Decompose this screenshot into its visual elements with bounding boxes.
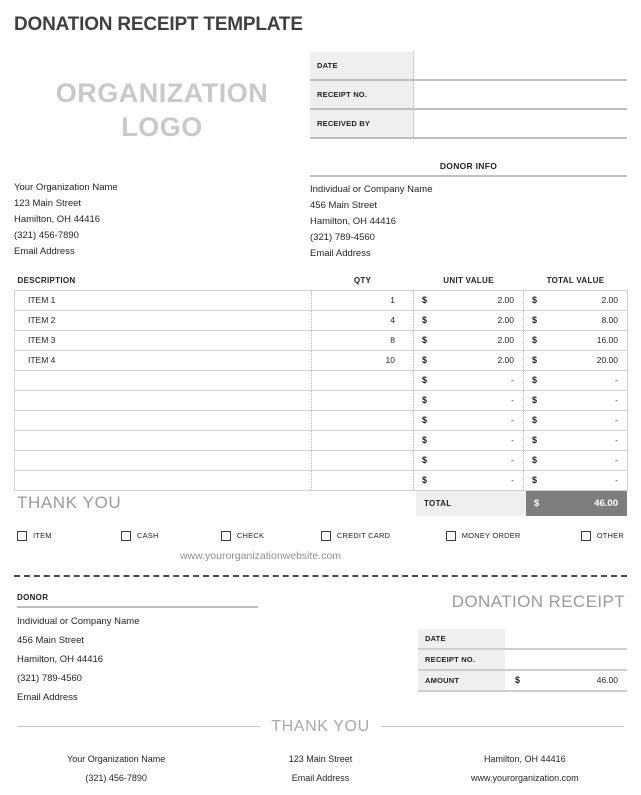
- organization-website: www.yourorganizationwebsite.com: [179, 549, 342, 562]
- cell-qty[interactable]: [312, 470, 414, 490]
- logo-line-1: ORGANIZATION: [55, 77, 269, 108]
- total-currency-symbol: $: [534, 497, 540, 509]
- currency-symbol: $: [422, 395, 428, 406]
- cell-description[interactable]: ITEM 4: [15, 350, 312, 370]
- currency-symbol: $: [422, 455, 428, 466]
- stub-field-value[interactable]: [505, 629, 627, 649]
- cell-qty[interactable]: 4: [312, 310, 414, 330]
- amount-value: -: [615, 455, 618, 466]
- payment-method-label: CREDIT CARD: [336, 531, 391, 541]
- cell-unit-value[interactable]: [414, 310, 524, 330]
- receipt-stub: [14, 593, 627, 707]
- logo-line-2: LOGO: [121, 112, 203, 143]
- footer-line: (321) 456-7890: [85, 772, 147, 783]
- payment-method-check[interactable]: [221, 531, 321, 541]
- cell-description[interactable]: [15, 370, 312, 390]
- amount-value: -: [511, 475, 514, 486]
- footer-line: Your Organization Name: [67, 753, 166, 764]
- meta-input-date[interactable]: [414, 52, 627, 79]
- cell-unit-value[interactable]: [414, 330, 524, 350]
- table-row: [15, 330, 628, 350]
- amount-value: -: [511, 435, 514, 446]
- payment-method-row: [14, 531, 627, 541]
- checkbox-icon[interactable]: [17, 531, 27, 541]
- items-table-body: [15, 290, 628, 490]
- table-row: [15, 350, 628, 370]
- column-header-total-value: TOTAL VALUE: [546, 275, 605, 285]
- meta-label-received-by: RECEIVED BY: [310, 110, 414, 137]
- meta-label-receipt-no: RECEIPT NO.: [310, 81, 414, 108]
- stub-donor-line: 456 Main Street: [17, 634, 85, 646]
- cell-description[interactable]: [15, 390, 312, 410]
- footer-column: [423, 750, 627, 788]
- amount-value: 2.00: [497, 315, 514, 326]
- currency-symbol: $: [422, 415, 428, 426]
- cell-total-value[interactable]: [524, 330, 628, 350]
- footer-line: www.yourorganization.com: [471, 772, 579, 783]
- cell-unit-value[interactable]: [414, 290, 524, 310]
- cell-total-value[interactable]: [524, 470, 628, 490]
- currency-symbol: $: [532, 355, 538, 366]
- cell-unit-value[interactable]: [414, 430, 524, 450]
- items-table-header-row: [15, 276, 628, 291]
- items-table: [14, 276, 628, 491]
- amount-value: 8.00: [601, 315, 618, 326]
- organization-line: Email Address: [14, 245, 75, 257]
- meta-input-receipt-no[interactable]: [414, 81, 627, 108]
- cell-qty[interactable]: 10: [312, 350, 414, 370]
- amount-value: -: [511, 415, 514, 426]
- cell-description[interactable]: ITEM 3: [15, 330, 312, 350]
- amount-value: 20.00: [596, 355, 618, 366]
- stub-field-row: [418, 649, 627, 670]
- payment-method-label: CASH: [136, 531, 159, 541]
- cell-unit-value[interactable]: [414, 370, 524, 390]
- amount-value: 2.00: [497, 335, 514, 346]
- amount-value: -: [511, 375, 514, 386]
- total-label: TOTAL: [416, 491, 526, 516]
- amount-value: -: [615, 415, 618, 426]
- cell-total-value[interactable]: [524, 310, 628, 330]
- donor-info-line: 456 Main Street: [310, 199, 378, 211]
- donor-info-line: Individual or Company Name: [310, 183, 433, 195]
- page-title: DONATION RECEIPT TEMPLATE: [14, 14, 303, 35]
- cell-total-value[interactable]: [524, 370, 628, 390]
- footer-column: [218, 750, 422, 788]
- payment-method-label: MONEY ORDER: [461, 531, 521, 541]
- cell-unit-value[interactable]: [414, 390, 524, 410]
- currency-symbol: $: [422, 315, 428, 326]
- checkbox-icon[interactable]: [581, 531, 591, 541]
- donor-info-heading: DONOR INFO: [310, 161, 627, 177]
- currency-symbol: $: [532, 435, 538, 446]
- perforation-divider: [14, 575, 627, 577]
- amount-value: -: [615, 435, 618, 446]
- stub-field-label: DATE: [418, 629, 505, 649]
- meta-row-date: [310, 52, 627, 81]
- column-header-description: DESCRIPTION: [17, 275, 76, 285]
- payment-method-label: CHECK: [236, 531, 265, 541]
- stub-field-row: [418, 629, 627, 649]
- amount-value: 16.00: [596, 335, 618, 346]
- currency-symbol: $: [422, 475, 428, 486]
- payment-method-money-order[interactable]: [446, 531, 581, 541]
- footer-thank-you-divider: [14, 718, 627, 736]
- stub-field-label: AMOUNT: [418, 670, 505, 691]
- currency-symbol: $: [532, 315, 538, 326]
- organization-line: Your Organization Name: [14, 181, 118, 193]
- stub-field-row: [418, 670, 627, 691]
- stub-donor-rule: [17, 606, 258, 608]
- currency-symbol: $: [532, 395, 538, 406]
- table-row: [15, 290, 628, 310]
- meta-label-date: DATE: [310, 52, 414, 79]
- table-row: [15, 470, 628, 490]
- currency-symbol: $: [532, 295, 538, 306]
- column-header-qty: QTY: [353, 275, 372, 285]
- stub-field-label: RECEIPT NO.: [418, 649, 505, 670]
- cell-total-value[interactable]: [524, 430, 628, 450]
- total-amount-cell: [526, 491, 627, 516]
- footer-column: [14, 750, 218, 788]
- cell-unit-value[interactable]: [414, 450, 524, 470]
- address-zone: [14, 161, 627, 262]
- cell-unit-value[interactable]: [414, 350, 524, 370]
- amount-value: 2.00: [497, 355, 514, 366]
- stub-donor-line: Individual or Company Name: [17, 615, 140, 627]
- donor-info-block: [310, 161, 627, 262]
- amount-value: -: [511, 455, 514, 466]
- cell-description[interactable]: [15, 470, 312, 490]
- cell-description[interactable]: [15, 430, 312, 450]
- checkbox-icon[interactable]: [446, 531, 456, 541]
- currency-symbol: $: [532, 375, 538, 386]
- currency-symbol: $: [422, 335, 428, 346]
- footer-line: Email Address: [291, 772, 350, 783]
- cell-unit-value[interactable]: [414, 410, 524, 430]
- organization-line: 123 Main Street: [14, 197, 82, 209]
- stub-donor-block: [14, 593, 413, 707]
- currency-symbol: $: [532, 335, 538, 346]
- cell-total-value[interactable]: [524, 410, 628, 430]
- stub-donor-line: (321) 789-4560: [17, 672, 82, 684]
- payment-method-label: OTHER: [596, 531, 624, 541]
- cell-qty[interactable]: 1: [312, 290, 414, 310]
- stub-donor-heading: DONOR: [17, 592, 49, 602]
- receipt-meta-fields: [310, 52, 627, 139]
- organization-line: (321) 456-7890: [14, 229, 79, 241]
- divider-line-right: [381, 726, 624, 727]
- currency-symbol: $: [515, 675, 521, 686]
- table-row: [15, 410, 628, 430]
- table-row: [15, 450, 628, 470]
- meta-input-received-by[interactable]: [414, 110, 627, 137]
- cell-qty[interactable]: [312, 430, 414, 450]
- logo-placeholder: [14, 52, 310, 145]
- meta-row-receipt-no: [310, 81, 627, 110]
- currency-symbol: $: [532, 415, 538, 426]
- payment-method-cash[interactable]: [121, 531, 221, 541]
- cell-description[interactable]: [15, 410, 312, 430]
- stub-fields-body: [418, 629, 627, 691]
- donor-info-line: Email Address: [310, 247, 371, 259]
- meta-row-received-by: [310, 110, 627, 139]
- donor-info-line: Hamilton, OH 44416: [310, 215, 397, 227]
- footer-thank-you-text: THANK YOU: [271, 717, 370, 735]
- cell-qty[interactable]: [312, 450, 414, 470]
- total-amount-value: 46.00: [594, 497, 618, 509]
- payment-method-label: ITEM: [33, 531, 52, 541]
- thank-you-text: THANK YOU: [17, 493, 122, 513]
- table-row: [15, 370, 628, 390]
- stub-donor-line: Hamilton, OH 44416: [17, 653, 104, 665]
- currency-symbol: $: [422, 375, 428, 386]
- cell-total-value[interactable]: [524, 450, 628, 470]
- cell-description[interactable]: [15, 450, 312, 470]
- donor-info-line: (321) 789-4560: [310, 231, 375, 243]
- column-header-unit-value: UNIT VALUE: [443, 275, 494, 285]
- amount-value: -: [615, 395, 618, 406]
- stub-summary-block: [413, 593, 627, 707]
- cell-total-value[interactable]: [524, 390, 628, 410]
- checkbox-icon[interactable]: [121, 531, 131, 541]
- cell-description[interactable]: ITEM 1: [15, 290, 312, 310]
- cell-unit-value[interactable]: [414, 470, 524, 490]
- stub-title: DONATION RECEIPT: [451, 591, 625, 611]
- footer-line: Hamilton, OH 44416: [484, 753, 566, 764]
- amount-value: 46.00: [596, 675, 618, 686]
- checkbox-icon[interactable]: [221, 531, 231, 541]
- amount-value: -: [511, 395, 514, 406]
- header-zone: [14, 52, 627, 145]
- amount-value: 2.00: [601, 295, 618, 306]
- footer-contact-row: [14, 750, 627, 788]
- cell-qty[interactable]: [312, 410, 414, 430]
- payment-method-other[interactable]: [581, 531, 624, 541]
- cell-total-value[interactable]: [524, 350, 628, 370]
- stub-donor-line: Email Address: [17, 691, 78, 703]
- total-strip: [14, 491, 627, 516]
- cell-qty[interactable]: [312, 370, 414, 390]
- amount-value: -: [615, 375, 618, 386]
- checkbox-icon[interactable]: [321, 531, 331, 541]
- table-row: [15, 390, 628, 410]
- table-row: [15, 310, 628, 330]
- cell-qty[interactable]: [312, 390, 414, 410]
- footer-line: 123 Main Street: [288, 753, 353, 764]
- currency-symbol: $: [532, 455, 538, 466]
- table-row: [15, 430, 628, 450]
- currency-symbol: $: [422, 295, 428, 306]
- cell-qty[interactable]: 8: [312, 330, 414, 350]
- currency-symbol: $: [422, 435, 428, 446]
- cell-total-value[interactable]: [524, 290, 628, 310]
- organization-line: Hamilton, OH 44416: [14, 213, 101, 225]
- address-spacer: [14, 161, 310, 180]
- payment-method-credit-card[interactable]: [321, 531, 446, 541]
- stub-fields-table: [418, 629, 627, 692]
- cell-description[interactable]: ITEM 2: [15, 310, 312, 330]
- stub-field-value[interactable]: [505, 649, 627, 670]
- organization-address-block: [14, 161, 310, 262]
- payment-method-item[interactable]: [17, 531, 121, 541]
- currency-symbol: $: [532, 475, 538, 486]
- currency-symbol: $: [422, 355, 428, 366]
- amount-value: -: [615, 475, 618, 486]
- stub-field-value[interactable]: [505, 670, 627, 691]
- divider-line-left: [17, 726, 260, 727]
- amount-value: 2.00: [497, 295, 514, 306]
